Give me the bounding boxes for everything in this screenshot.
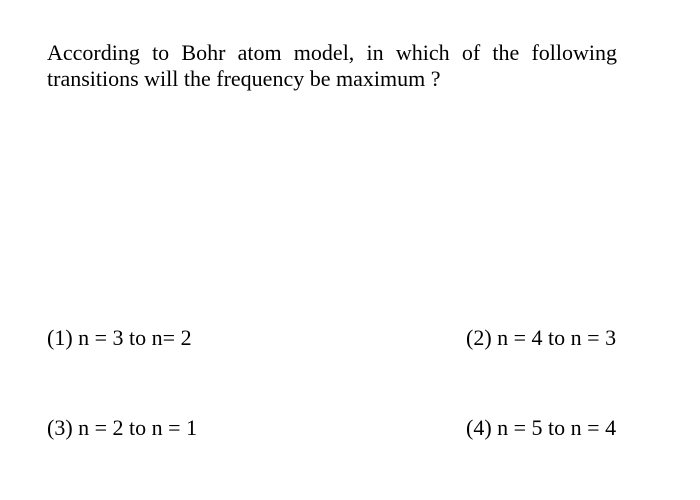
question-text [47, 40, 617, 92]
question-line-1: According to Bohr atom model, in which of the following [47, 40, 617, 65]
question-line-2: transitions will the frequency be maximum ? [47, 66, 441, 91]
option-3[interactable]: (3) n = 2 to n = 1 [47, 415, 198, 440]
option-2[interactable]: (2) n = 4 to n = 3 [466, 325, 617, 350]
option-1[interactable]: (1) n = 3 to n= 2 [47, 325, 192, 350]
option-4[interactable]: (4) n = 5 to n = 4 [466, 415, 617, 440]
